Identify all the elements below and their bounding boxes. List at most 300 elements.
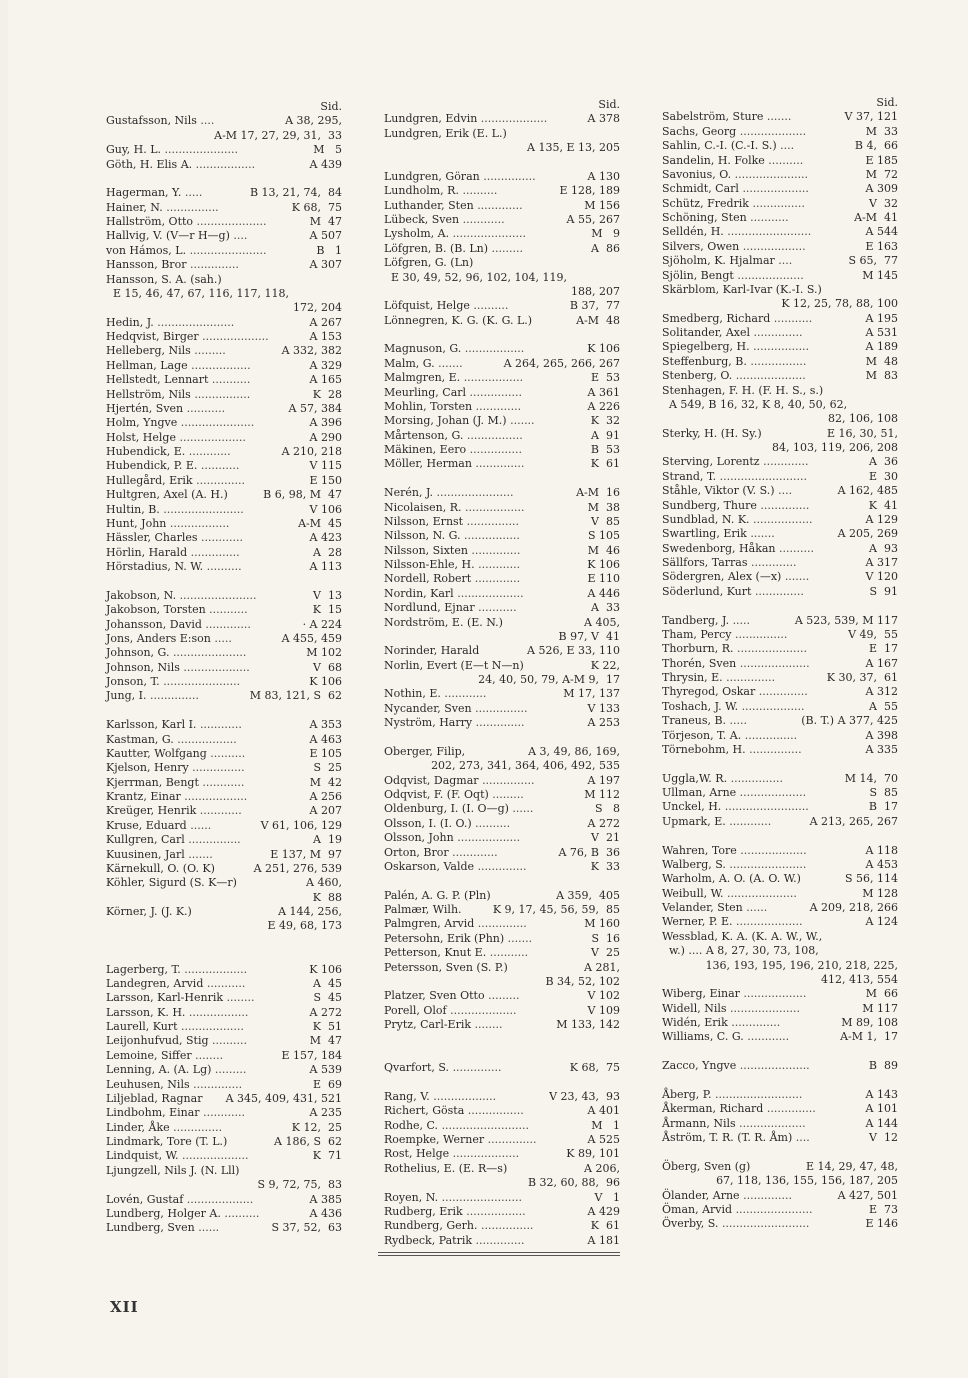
entry-name: Hultin, B. xyxy=(106,502,164,516)
index-entry xyxy=(106,1049,342,1063)
entry-name: Weibull, W. xyxy=(662,886,727,900)
entry-leader: ............ xyxy=(747,1030,790,1044)
entry-leader: .................... xyxy=(730,1001,800,1015)
entry-pages: S 105 xyxy=(584,529,620,543)
index-entry xyxy=(662,139,898,153)
index-entry xyxy=(384,342,620,356)
index-entry xyxy=(106,876,342,890)
entry-leader: ................... xyxy=(457,586,524,600)
index-entry xyxy=(662,110,898,124)
entry-leader: ....... xyxy=(507,931,533,945)
entry-name: Kastman, G. xyxy=(106,732,178,746)
entry-name: Sabelström, Sture xyxy=(662,110,767,124)
index-entry xyxy=(662,642,898,656)
entry-name: Meurling, Carl xyxy=(384,385,470,399)
index-entry xyxy=(384,1061,620,1075)
entry-name: Rundberg, Gerh. xyxy=(384,1219,481,1233)
entry-pages: K 106 xyxy=(305,675,342,688)
entry-name: Jakobson, N. xyxy=(106,588,180,602)
entry-name: Öman, Arvid xyxy=(662,1202,736,1216)
index-entry xyxy=(662,800,898,814)
index-entry xyxy=(384,961,620,975)
index-entry xyxy=(662,455,898,469)
entry-continuation: 172, 204 xyxy=(293,301,342,315)
entry-continuation: 84, 103, 119, 206, 208 xyxy=(772,441,898,454)
index-entry xyxy=(384,644,620,658)
entry-pages: K 89, 101 xyxy=(562,1147,620,1161)
entry-pages: V 1 xyxy=(591,1190,620,1204)
entry-pages: A 281, xyxy=(580,960,620,974)
entry-leader: ............ xyxy=(203,1106,246,1120)
entry-pages: A 256 xyxy=(306,790,342,803)
index-entry xyxy=(384,975,620,989)
index-entry xyxy=(662,254,898,268)
entry-leader: .................... xyxy=(737,642,807,656)
entry-leader: .............. xyxy=(149,689,199,703)
index-entry xyxy=(662,930,898,944)
entry-leader xyxy=(289,287,342,301)
entry-pages: A 113 xyxy=(306,560,342,573)
entry-name: Hjertén, Sven xyxy=(106,401,187,415)
index-entry xyxy=(106,546,342,560)
entry-name: Roempke, Werner xyxy=(384,1133,488,1146)
entry-name: Karlsson, Karl I. xyxy=(106,718,200,732)
index-entry xyxy=(662,987,898,1001)
entry-name: Hellström, Nils xyxy=(106,387,195,401)
index-entry xyxy=(662,944,898,958)
entry-name: Petersohn, Erik (Phn) xyxy=(384,931,508,945)
entry-pages: A 167 xyxy=(862,656,898,670)
index-entry xyxy=(662,297,898,311)
entry-leader: ......... xyxy=(214,1063,247,1077)
entry-pages: K 68, 75 xyxy=(566,1061,620,1075)
entry-leader: .......... xyxy=(473,299,509,313)
index-entry xyxy=(662,527,898,541)
entry-pages: E 16, 30, 51, xyxy=(826,426,898,440)
index-entry xyxy=(106,1092,342,1106)
entry-pages: A 45 xyxy=(309,976,342,990)
entry-name: Mårtenson, G. xyxy=(384,428,467,442)
entry-pages: K 106 xyxy=(305,962,342,976)
entry-name: Lindquist, W. xyxy=(106,1149,183,1163)
entry-name: Lagerberg, T. xyxy=(106,962,185,976)
index-entry xyxy=(106,833,342,847)
entry-pages: M 128 xyxy=(858,886,898,900)
entry-pages: M 42 xyxy=(306,775,342,789)
entry-name: Palmgren, Arvid xyxy=(384,917,478,931)
entry-name: Johnson, G. xyxy=(106,646,173,660)
entry-leader xyxy=(231,1135,271,1149)
index-entry xyxy=(384,112,620,126)
entry-leader xyxy=(239,1164,342,1178)
entry-name: Lovén, Gustaf xyxy=(106,1192,187,1206)
index-entry xyxy=(662,1117,898,1131)
entry-leader xyxy=(804,872,845,886)
entry-pages: V 23, 43, 93 xyxy=(545,1089,620,1103)
index-entry xyxy=(106,330,342,344)
entry-pages: A 526, E 33, 110 xyxy=(523,644,620,658)
entry-leader: ....... xyxy=(750,527,775,541)
entry-name: Krantz, Einar xyxy=(106,790,185,803)
index-entry xyxy=(106,273,342,287)
index-entry xyxy=(384,716,620,730)
entry-pages: A 251, 276, 539 xyxy=(250,861,342,875)
entry-pages: A 531 xyxy=(862,326,898,339)
entry-name: Tham, Percy xyxy=(662,627,735,641)
index-entry xyxy=(384,846,620,860)
index-entry xyxy=(106,1106,342,1120)
entry-leader: ............ xyxy=(462,213,505,226)
entry-name: Ståhle, Viktor (V. S.) xyxy=(662,484,779,498)
entry-leader: ........ xyxy=(195,1048,224,1062)
index-column-2 xyxy=(384,98,620,1248)
index-entry xyxy=(384,486,620,500)
entry-leader: ...................... xyxy=(189,243,267,257)
index-entry xyxy=(106,603,342,617)
entry-pages: K 106 xyxy=(583,558,620,571)
entry-pages: B 1 xyxy=(312,243,342,257)
entry-leader: ........................ xyxy=(727,225,812,239)
entry-leader: .............. xyxy=(743,1188,793,1202)
entry-pages: A 385 xyxy=(306,1192,342,1206)
entry-name: Årmann, Nils xyxy=(662,1116,740,1130)
index-entry xyxy=(662,1030,898,1044)
entry-leader: .......... xyxy=(224,1206,260,1220)
index-entry xyxy=(662,858,898,872)
entry-leader: ............ xyxy=(444,687,487,701)
index-entry xyxy=(662,398,898,412)
entry-name: Zacco, Yngve xyxy=(662,1059,740,1073)
entry-pages: A 86 xyxy=(587,241,620,255)
entry-name: Löfgren, G. (Ln) xyxy=(384,256,474,270)
entry-leader: .............. xyxy=(173,1120,223,1134)
entry-pages: M 133, 142 xyxy=(552,1018,620,1031)
entry-pages: B 13, 21, 74, 84 xyxy=(246,186,342,200)
entry-name: Johnson, Nils xyxy=(106,660,184,674)
entry-continuation: 24, 40, 50, 79, A-M 9, 17 xyxy=(478,673,620,686)
index-entry xyxy=(662,412,898,426)
entry-pages: A 353 xyxy=(306,718,342,732)
entry-leader: ................... xyxy=(739,124,807,138)
index-column-1 xyxy=(106,100,342,1236)
entry-leader: .............. xyxy=(487,1133,537,1146)
entry-leader: ...................... xyxy=(436,486,514,500)
entry-name: Liljeblad, Ragnar xyxy=(106,1091,206,1105)
entry-leader: .............. xyxy=(477,859,527,873)
entry-name: Silvers, Owen xyxy=(662,239,743,253)
entry-name: Thyregod, Oskar xyxy=(662,685,759,699)
entry-pages: E 110 xyxy=(583,572,620,586)
entry-name: Kautter, Wolfgang xyxy=(106,746,211,760)
entry-name: Köhler, Sigurd (S. K—r) xyxy=(106,876,241,890)
entry-pages: K 106 xyxy=(583,342,620,356)
index-entry xyxy=(662,1131,898,1145)
entry-leader: ............ xyxy=(729,814,772,828)
entry-leader: .............. xyxy=(758,685,808,699)
entry-name: Swedenborg, Håkan xyxy=(662,541,780,555)
index-entry xyxy=(662,714,898,728)
entry-leader: ....... xyxy=(188,847,213,861)
entry-leader: ................... xyxy=(179,430,246,444)
entry-pages: A 405, xyxy=(580,615,620,629)
index-entry xyxy=(384,443,620,457)
entry-name: Löfquist, Helge xyxy=(384,299,474,313)
entry-name: Möller, Herman xyxy=(384,457,476,471)
entry-name: Körner, J. (J. K.) xyxy=(106,905,196,918)
index-entry xyxy=(662,326,898,340)
entry-pages: (B. T.) A 377, 425 xyxy=(797,714,898,728)
entry-leader xyxy=(527,659,590,673)
entry-leader: ............. xyxy=(475,399,522,413)
entry-pages: A 329 xyxy=(306,358,342,372)
spacer xyxy=(106,704,342,718)
entry-leader xyxy=(494,889,552,903)
entry-name: Törnebohm, H. xyxy=(662,742,750,756)
entry-leader: .................. xyxy=(742,239,806,253)
entry-pages: V 21 xyxy=(587,831,620,845)
index-entry xyxy=(384,673,620,687)
entry-name: Porell, Olof xyxy=(384,1003,451,1017)
entry-leader: ......................... xyxy=(719,469,808,483)
entry-pages: V 85 xyxy=(587,514,620,528)
spacer xyxy=(662,1045,898,1059)
entry-name: Hullegård, Erik xyxy=(106,473,197,487)
index-entry xyxy=(384,213,620,227)
index-entry xyxy=(106,589,342,603)
entry-name: Uggla,W. R. xyxy=(662,771,731,785)
entry-leader: ................... xyxy=(737,268,804,282)
entry-leader: ............... xyxy=(480,1219,534,1233)
entry-pages: A 210, 218 xyxy=(278,445,342,458)
entry-leader: ....... xyxy=(438,356,463,370)
entry-name: Lübeck, Sven xyxy=(384,213,463,226)
entry-name: Hellman, Lage xyxy=(106,358,192,372)
index-entry xyxy=(106,1221,342,1235)
entry-leader xyxy=(240,876,302,890)
entry-name: Wessblad, K. A. (K. A. W., W., xyxy=(662,929,823,943)
entry-pages: M 5 xyxy=(309,143,342,157)
entry-pages: A 460, xyxy=(302,876,342,890)
entry-pages: E 185 xyxy=(861,153,898,167)
entry-name: Olsson, John xyxy=(384,831,458,845)
entry-leader: ................ xyxy=(194,387,251,401)
index-entry xyxy=(662,182,898,196)
index-entry xyxy=(662,240,898,254)
entry-leader: .................. xyxy=(741,699,805,713)
index-entry xyxy=(106,618,342,632)
entry-pages: S 16 xyxy=(587,931,620,945)
entry-leader: ............... xyxy=(744,728,798,742)
entry-name: Morsing, Johan (J. M.) xyxy=(384,414,511,428)
entry-name: Hedin, J. xyxy=(106,315,158,329)
index-entry xyxy=(662,168,898,182)
entry-name: Schöning, Sten xyxy=(662,211,751,224)
entry-leader: ........... xyxy=(478,601,517,615)
entry-pages: A 463 xyxy=(306,732,342,746)
entry-leader: ........... xyxy=(186,401,226,415)
entry-pages: E 146 xyxy=(861,1217,898,1231)
entry-leader: ............... xyxy=(469,385,522,399)
entry-pages: A 207 xyxy=(306,804,342,818)
entry-pages: E 157, 184 xyxy=(277,1048,342,1062)
entry-pages: A 143 xyxy=(862,1087,898,1101)
entry-leader: .................. xyxy=(180,1020,244,1033)
entry-name: Rang, V. xyxy=(384,1089,434,1103)
index-entry xyxy=(662,844,898,858)
entry-name: Hubendick, P. E. xyxy=(106,459,201,473)
index-entry xyxy=(106,1121,342,1135)
entry-name: Schmidt, Carl xyxy=(662,182,743,196)
entry-leader: .......... xyxy=(206,560,242,573)
entry-leader xyxy=(847,398,898,412)
entry-pages: A 144 xyxy=(862,1116,898,1130)
index-entry xyxy=(662,470,898,484)
entry-name: Widén, Erik xyxy=(662,1016,732,1029)
entry-pages: M 89, 108 xyxy=(837,1016,898,1029)
entry-pages: S 65, 77 xyxy=(844,254,898,268)
entry-leader: ................... xyxy=(186,1192,254,1206)
entry-name: Smedberg, Richard xyxy=(662,311,774,325)
entry-leader: ....... xyxy=(766,110,792,124)
index-entry xyxy=(384,314,620,328)
index-entry xyxy=(106,488,342,502)
entry-leader: ................. xyxy=(465,500,525,514)
entry-name: Hansson, S. A. (sah.) xyxy=(106,272,222,286)
entry-name: Schütz, Fredrik xyxy=(662,196,753,210)
entry-leader: .... xyxy=(778,254,793,268)
index-entry xyxy=(662,786,898,800)
entry-continuation: B 34, 52, 102 xyxy=(545,974,620,988)
entry-name: Nordin, Karl xyxy=(384,586,458,600)
index-entry xyxy=(384,860,620,874)
entry-leader: ................... xyxy=(450,1003,517,1017)
entry-pages: A 446 xyxy=(584,586,620,600)
entry-continuation: A-M 17, 27, 29, 31, 33 xyxy=(214,128,342,142)
entry-name: Hubendick, E. xyxy=(106,445,189,458)
entry-leader: ................. xyxy=(177,732,237,746)
index-entry xyxy=(106,905,342,919)
entry-pages: A 455, 459 xyxy=(278,631,342,645)
entry-pages: A 195 xyxy=(862,311,898,325)
entry-pages: V 25 xyxy=(587,946,620,960)
entry-leader: ............... xyxy=(734,627,788,641)
entry-leader: .............. xyxy=(731,1016,781,1029)
index-entry xyxy=(384,400,620,414)
index-entry xyxy=(384,788,620,802)
index-entry xyxy=(384,659,620,673)
index-entry xyxy=(384,587,620,601)
entry-leader: ................ xyxy=(463,529,520,543)
entry-name: Savonius, O. xyxy=(662,167,735,181)
entry-name: Rost, Helge xyxy=(384,1147,453,1161)
entry-name: Kuusinen, Jarl xyxy=(106,847,189,861)
entry-leader: .......... xyxy=(779,541,814,555)
spacer xyxy=(662,829,898,843)
entry-pages: K 32 xyxy=(587,414,620,428)
index-entry xyxy=(106,804,342,818)
entry-pages: A 272 xyxy=(306,1005,342,1019)
index-entry xyxy=(662,154,898,168)
index-entry xyxy=(106,201,342,215)
index-entry xyxy=(384,889,620,903)
page-number: XII xyxy=(110,1298,139,1316)
entry-name: Nilsson, Ernst xyxy=(384,514,467,528)
index-entry xyxy=(662,369,898,383)
entry-leader: ............ xyxy=(201,531,243,545)
index-entry xyxy=(384,386,620,400)
index-entry xyxy=(384,515,620,529)
index-entry xyxy=(384,616,620,630)
entry-continuation: 202, 273, 341, 364, 406, 492, 535 xyxy=(431,759,620,773)
entry-leader: ...... xyxy=(746,901,768,914)
entry-pages: · A 224 xyxy=(302,617,342,631)
entry-leader: ................... xyxy=(480,112,548,126)
entry-pages: V 109 xyxy=(584,1003,620,1017)
entry-name: Mohlin, Torsten xyxy=(384,399,476,413)
entry-pages: A 525 xyxy=(584,1133,620,1146)
entry-pages: K 22, xyxy=(590,658,620,672)
entry-pages: M 48 xyxy=(862,354,898,368)
entry-pages: B 6, 98, M 47 xyxy=(263,488,342,502)
entry-name: Hagerman, Y. xyxy=(106,186,185,200)
index-entry xyxy=(106,416,342,430)
entry-continuation: B 32, 60, 88, 96 xyxy=(527,1176,620,1190)
entry-leader xyxy=(511,961,580,975)
spacer xyxy=(106,574,342,588)
index-entry xyxy=(384,127,620,141)
index-entry xyxy=(384,831,620,845)
index-entry xyxy=(662,1189,898,1203)
spacer xyxy=(384,1076,620,1090)
entry-pages: K 15 xyxy=(309,603,342,617)
entry-name: Oskarson, Valde xyxy=(384,859,478,873)
entry-pages: A 307 xyxy=(306,258,342,272)
entry-leader: ........................ xyxy=(724,800,809,814)
entry-pages: A 189 xyxy=(862,340,898,354)
entry-name: Qvarfort, S. xyxy=(384,1061,453,1075)
entry-pages: B 53 xyxy=(587,443,620,456)
entry-leader: ...................... xyxy=(157,315,235,329)
entry-leader: ....................... xyxy=(441,1190,523,1204)
entry-name: Tandberg, J. xyxy=(662,613,733,627)
entry-leader: ............ xyxy=(199,718,242,732)
entry-leader: ................... xyxy=(452,1147,520,1161)
index-entry xyxy=(106,531,342,545)
entry-leader: .............. xyxy=(189,258,239,272)
entry-name: Petterson, Knut E. xyxy=(384,946,490,960)
entry-name: Hunt, John xyxy=(106,516,170,530)
entry-name: Södergren, Alex (—x) xyxy=(662,570,785,584)
entry-pages: E 30 xyxy=(865,469,898,483)
entry-pages: V 13 xyxy=(309,588,342,602)
entry-leader: ................... xyxy=(739,1116,806,1130)
index-entry xyxy=(106,143,342,157)
entry-leader: .............. xyxy=(190,545,240,559)
entry-name: Lundholm, R. xyxy=(384,184,463,198)
index-entry xyxy=(384,1147,620,1161)
index-entry xyxy=(106,689,342,703)
entry-continuation: S 9, 72, 75, 83 xyxy=(257,1178,342,1192)
entry-name: Lundberg, Holger A. xyxy=(106,1206,225,1220)
index-entry xyxy=(662,384,898,398)
entry-leader: ................... xyxy=(182,1149,249,1163)
entry-pages: K 61 xyxy=(587,1219,620,1233)
entry-name: Kärnekull, O. (O. K) xyxy=(106,861,219,875)
index-entry xyxy=(384,256,620,270)
index-entry xyxy=(106,402,342,416)
entry-leader: ..................... xyxy=(164,143,238,157)
entry-leader: .................... xyxy=(739,656,810,670)
